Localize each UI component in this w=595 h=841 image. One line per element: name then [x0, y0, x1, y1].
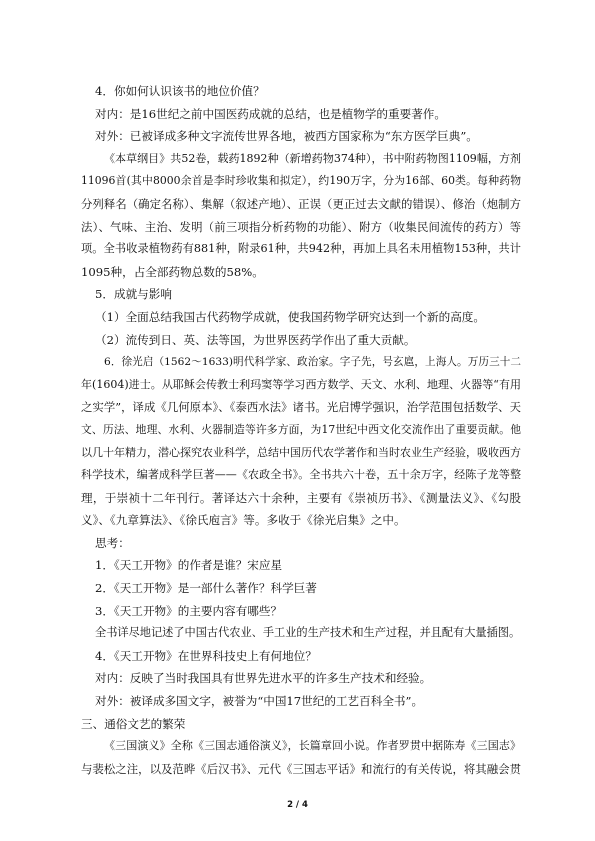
list-item: （1）全面总结我国古代药物学成就，使我国药物学研究达到一个新的高度。 — [95, 309, 485, 324]
question-item: 4．《天工开物》在世界科技史上有何地位？ — [95, 648, 317, 663]
answer-line: 对外：被译成多国文字，被誉为“中国17世纪的工艺百科全书”。 — [95, 694, 424, 709]
text-line: 义》、《九章算法》、《徐氏庖言》等。多收于《徐光启集》之中。 — [81, 513, 406, 528]
answer-line: 全书详尽地记述了中国古代农业、手工业的生产技术和生产过程，并且配有大量插图。 — [95, 626, 521, 640]
question-item: 2．《天工开物》是一部什么著作？科学巨著 — [95, 581, 317, 596]
text-line: 对内：是16世纪之前中国医药成就的总结，也是植物学的重要著作。 — [95, 106, 446, 121]
text-line: 1095种，占全部药物总数的58%。 — [81, 264, 264, 279]
text-line: 6．徐光启（1562～1633)明代科学家、政治家。字子先，号玄扈，上海人。万历三十二 — [104, 356, 521, 369]
text-line: 分列释名（确定名称）、集解（叙述产地）、正误（更正过去文献的错误）、修治（炮制方 — [81, 196, 521, 211]
text-line: 理，于崇祯十二年刊行。著译达六十余种，主要有《崇祯历书》、《测量法义》、《勾股 — [81, 490, 521, 505]
answer-line: 对内：反映了当时我国具有世界先进水平的许多生产技术和经验。 — [95, 671, 432, 686]
thinking-heading: 思考： — [95, 535, 130, 550]
page-body — [81, 80, 521, 780]
text-line: 科学技术，编著成科学巨著——《农政全书》。全书共六十卷，五十余万字，经陈子龙等整 — [81, 468, 521, 482]
text-line: 项。全书收录植物药有881种，附录61种，共942种，再加上具名未用植物153种，共计 — [81, 242, 521, 256]
text-line: 文、历法、地理、水利、火器制造等许多方面，为17世纪中西文化交流作出了重要贡献。他 — [81, 422, 521, 436]
page-number: 2 / 4 — [287, 800, 308, 810]
chapter-heading: 三、通俗文艺的繁荣 — [81, 716, 186, 731]
question-item: 1．《天工开物》的作者是谁？宋应星 — [95, 558, 283, 573]
text-line: 与裴松之注，以及范晔《后汉书》、元代《三国志平话》和流行的有关传说，将其融会贯 — [81, 761, 521, 776]
list-item: （2）流传到日、英、法等国，为世界医药学作出了重大贡献。 — [95, 332, 416, 347]
question-item: 3．《天工开物》的主要内容有哪些？ — [95, 603, 283, 618]
text-line: 以几十年精力，潜心探究农业科学，总结中国历代农学著作和当时农业生产经验，吸收西方 — [81, 445, 521, 459]
text-line: 对外：已被译成多种文字流传世界各地，被西方国家称为“东方医学巨典”。 — [95, 129, 478, 144]
text-line: 11096首(其中8000余首是李时珍收集和拟定），约190万字，分为16部、60类。每种药物 — [81, 174, 521, 188]
section-heading: 5．成就与影响 — [95, 287, 172, 302]
text-line: 法）、气味、主治、发明（前三项指分析药物的功能）、附方（收集民间流传的药方）等 — [81, 219, 521, 234]
text-line: 之实学”，译成《几何原本》、《泰西水法》诸书。光启博学强识，治学范围包括数学、天 — [81, 400, 521, 415]
question-heading: 4．你如何认识该书的地位价值？ — [95, 84, 265, 98]
text-line: 《三国演义》全称《三国志通俗演义》，长篇章回小说。作者罗贯中据陈寿《三国志》 — [104, 739, 521, 753]
text-line: 《本草纲目》共52卷，载药1892种（新增药物374种），书中附药物图1109幅，方剂 — [104, 151, 521, 165]
text-line: 年(1604)进士。从耶稣会传教士利玛窦等学习西方数学、天文、水利、地理、火器等“有用 — [81, 377, 521, 391]
